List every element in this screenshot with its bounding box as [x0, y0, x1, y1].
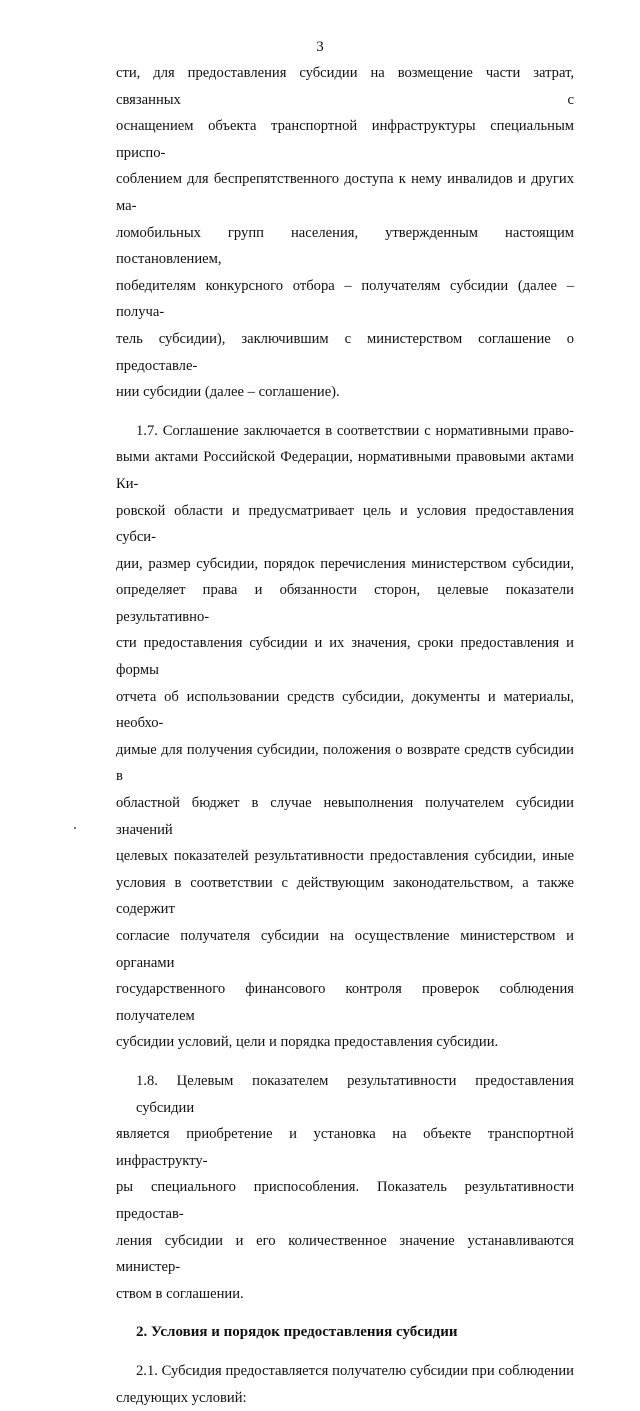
text-line: соблением для беспрепятственного доступа к нему инвалидов и других ма-	[116, 166, 574, 219]
text-line: субсидии условий, цели и порядка предоставления субсидии.	[116, 1029, 574, 1056]
text-line: сти предоставления субсидии и их значения, сроки предоставления и формы	[116, 630, 574, 683]
document-body	[116, 60, 574, 1411]
text-line: условия в соответствии с действующим законодательством, а также содержит	[116, 870, 574, 923]
scan-speck	[74, 827, 76, 829]
text-line: является приобретение и установка на объекте транспортной инфраструкту-	[116, 1121, 574, 1174]
text-line: оснащением объекта транспортной инфраструктуры специальным приспо-	[116, 113, 574, 166]
text-line: ломобильных групп населения, утвержденным настоящим постановлением,	[116, 220, 574, 273]
text-line: ры специального приспособления. Показатель результативности предостав-	[116, 1174, 574, 1227]
text-line: целевых показателей результативности предоставления субсидии, иные	[116, 843, 574, 870]
text-line: ления субсидии и его количественное значение устанавливаются министер-	[116, 1228, 574, 1281]
text-line: ством в соглашении.	[116, 1281, 574, 1308]
text-line: выми актами Российской Федерации, нормативными правовыми актами Ки-	[116, 444, 574, 497]
text-line: согласие получателя субсидии на осуществление министерством и органами	[116, 923, 574, 976]
text-line: отчета об использовании средств субсидии, документы и материалы, необхо-	[116, 684, 574, 737]
text-line: нии субсидии (далее – соглашение).	[116, 379, 574, 406]
text-line: сти, для предоставления субсидии на возмещение части затрат, связанных с	[116, 60, 574, 113]
text-line: следующих условий:	[116, 1385, 574, 1411]
text-line: определяет права и обязанности сторон, целевые показатели результативно-	[116, 577, 574, 630]
text-line: ровской области и предусматривает цель и условия предоставления субси-	[116, 498, 574, 551]
paragraph-continuation	[116, 60, 574, 406]
text-line: государственного финансового контроля проверок соблюдения получателем	[116, 976, 574, 1029]
text-line: 1.7. Соглашение заключается в соответствии с нормативными право-	[116, 418, 574, 445]
paragraph-1-8	[116, 1068, 574, 1307]
text-line: победителям конкурсного отбора – получателям субсидии (далее – получа-	[116, 273, 574, 326]
page-number: 3	[0, 38, 640, 56]
paragraph-1-7	[116, 418, 574, 1056]
text-line: тель субсидии), заключившим с министерством соглашение о предоставле-	[116, 326, 574, 379]
text-line: областной бюджет в случае невыполнения получателем субсидии значений	[116, 790, 574, 843]
text-line: дии, размер субсидии, порядок перечисления министерством субсидии,	[116, 551, 574, 578]
text-line: 1.8. Целевым показателем результативности предоставления субсидии	[116, 1068, 574, 1121]
text-line: димые для получения субсидии, положения о возврате средств субсидии в	[116, 737, 574, 790]
section-heading: 2. Условия и порядок предоставления субсидии	[116, 1319, 574, 1346]
paragraph-2-1	[116, 1358, 574, 1411]
text-line: 2.1. Субсидия предоставляется получателю субсидии при соблюдении	[116, 1358, 574, 1385]
